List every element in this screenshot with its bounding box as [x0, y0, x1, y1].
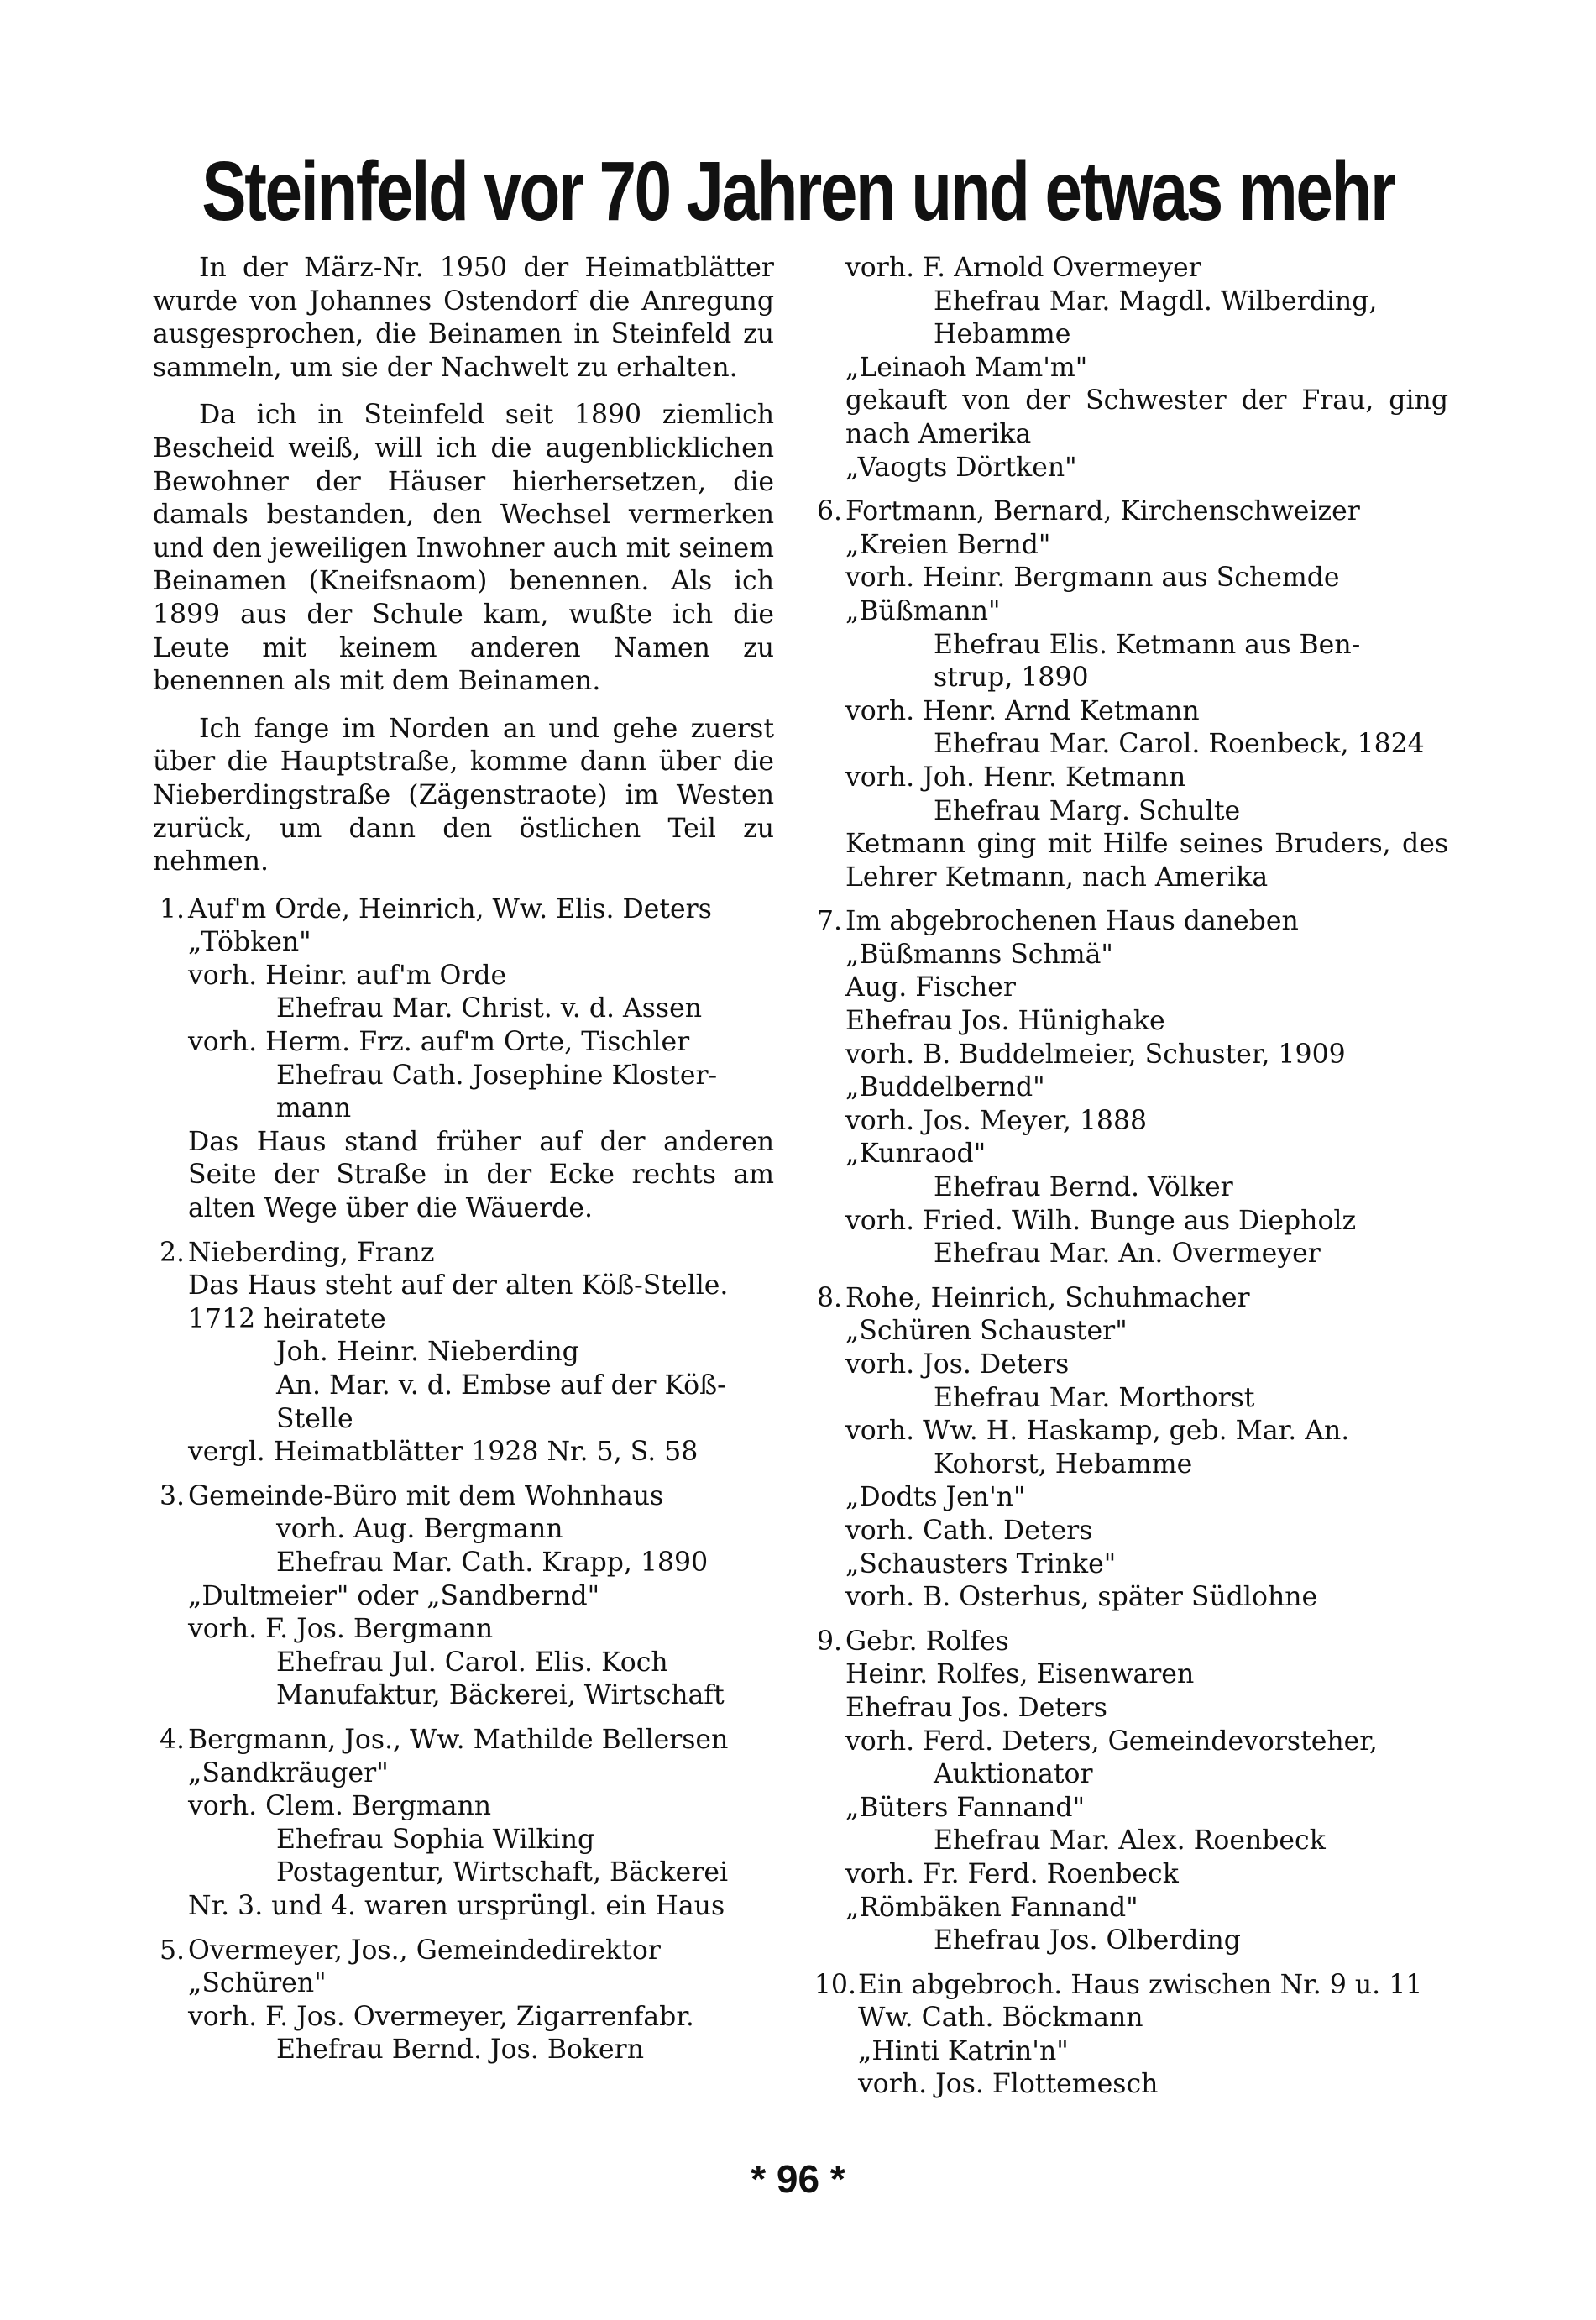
- nickname: „Büßmann": [845, 595, 1001, 626]
- house-entry-9: [810, 1626, 1448, 1958]
- entry-line: Aug. Fischer: [845, 972, 1016, 1003]
- entry-number: 3.: [159, 1480, 185, 1511]
- nickname: „Büßmanns Schmä": [845, 939, 1113, 970]
- nickname: „Töbken": [188, 927, 311, 958]
- entry-line: Hebamme: [934, 319, 1071, 350]
- entry-line: Ehefrau Mar. Morthorst: [934, 1382, 1255, 1413]
- entry-line: Auf'm Orde, Heinrich, Ww. Elis. Deters: [188, 893, 712, 924]
- entry-line: vorh. Clem. Bergmann: [188, 1791, 492, 1822]
- entry-line: vorh. Heinr. Bergmann aus Schemde: [845, 563, 1340, 594]
- entry-number: 10.: [814, 1969, 856, 2000]
- intro-paragraph: Ich fange im Norden an und gehe zuerst über die Hauptstraße, komme dann über die Nieberdingstraße (Zägenstraote) im Westen zurück, um dann den östlichen Teil zu nehmen.: [153, 713, 774, 877]
- entry-line: vorh. Aug. Bergmann: [276, 1514, 563, 1545]
- entry-line: Bergmann, Jos., Ww. Mathilde Bellersen: [188, 1724, 729, 1755]
- entry-line: Ehefrau Mar. Christ. v. d. Assen: [276, 993, 703, 1024]
- nickname: „Kreien Bernd": [845, 529, 1051, 560]
- nickname: „Schüren": [188, 1968, 327, 1999]
- entry-line: mann: [276, 1093, 352, 1124]
- entry-line: Ehefrau Sophia Wilking: [276, 1824, 595, 1855]
- entry-line: vorh. Jos. Deters: [845, 1349, 1070, 1380]
- entry-line: Ehefrau Mar. Carol. Roenbeck, 1824: [934, 729, 1425, 760]
- entry-line: Overmeyer, Jos., Gemeindedirektor: [188, 1935, 661, 1966]
- house-entry-4: [153, 1724, 774, 1924]
- entry-line: Nr. 3. und 4. waren ursprüngl. ein Haus: [188, 1890, 725, 1921]
- entry-line: Gemeinde-Büro mit dem Wohnhaus: [188, 1480, 664, 1511]
- house-entry-8: [810, 1282, 1448, 1615]
- house-entry-1: [153, 893, 774, 1226]
- entry-line: Auktionator: [934, 1759, 1093, 1790]
- house-entry-3: [153, 1480, 774, 1713]
- entry-line: An. Mar. v. d. Embse auf der Köß-: [276, 1370, 726, 1401]
- entry-line: Postagentur, Wirtschaft, Bäckerei: [276, 1857, 729, 1888]
- entry-line: vorh. F. Arnold Overmeyer: [845, 253, 1201, 283]
- entry-line: Gebr. Rolfes: [845, 1626, 1009, 1657]
- entry-line: Nieberding, Franz: [188, 1237, 435, 1268]
- entry-line: Ehefrau Bernd. Jos. Bokern: [276, 2035, 645, 2066]
- right-column: [810, 252, 1448, 2113]
- entry-line: Stelle: [276, 1403, 353, 1434]
- entry-line: Ehefrau Bernd. Völker: [934, 1172, 1233, 1203]
- entry-line: strup, 1890: [934, 662, 1089, 694]
- intro-paragraph: Da ich in Steinfeld seit 1890 ziemlich Bescheid weiß, will ich die augenblicklichen Bewohner der Häuser hierhersetzen, die damals bestanden, den Wechsel vermerken und den jeweiligen Inwohner auch mit seinem Beinamen (Kneifsnaom) benennen. Als ich 1899 aus der Schule kam, wußte ich die Leute mit keinem anderen Namen zu benennen als mit dem Beinamen.: [153, 400, 774, 697]
- entry-line: vergl. Heimatblätter 1928 Nr. 5, S. 58: [188, 1437, 699, 1468]
- entry-line: vorh. F. Jos. Bergmann: [188, 1614, 494, 1645]
- nickname: „Büters Fannand": [845, 1792, 1086, 1823]
- entry-line: Manufaktur, Bäckerei, Wirtschaft: [276, 1680, 725, 1711]
- nickname: „Sandkräuger": [188, 1757, 389, 1788]
- nickname: „Schüren Schauster": [845, 1316, 1128, 1347]
- house-entry-10: [810, 1969, 1448, 2102]
- entry-line: vorh. Henr. Arnd Ketmann: [845, 695, 1200, 726]
- entry-line: Ehefrau Elis. Ketmann aus Ben-: [934, 629, 1361, 660]
- entry-line: vorh. Joh. Henr. Ketmann: [845, 762, 1186, 793]
- nickname: „Schausters Trinke": [845, 1548, 1117, 1579]
- entry-line: Das Haus steht auf der alten Köß-Stelle.: [188, 1270, 729, 1301]
- entry-line: Ww. Cath. Böckmann: [858, 2003, 1143, 2034]
- entry-number: 2.: [159, 1237, 185, 1268]
- house-entry-5: [153, 1935, 774, 2067]
- entry-note: Das Haus stand früher auf der anderen Seite der Straße in der Ecke rechts am alten Wege über die Wäuerde.: [188, 1126, 774, 1224]
- entry-line: Fortmann, Bernard, Kirchenschweizer: [845, 496, 1360, 527]
- entry-number: 9.: [816, 1626, 842, 1657]
- entry-line: vorh. Ferd. Deters, Gemeindevorsteher,: [845, 1726, 1378, 1757]
- entry-line: vorh. B. Osterhus, später Südlohne: [845, 1582, 1318, 1613]
- house-entry-5-continued: [810, 252, 1448, 484]
- nickname: „Vaogts Dörtken": [845, 452, 1077, 483]
- nickname: „Kunraod": [845, 1139, 986, 1170]
- entry-line: vorh. Jos. Flottemesch: [858, 2069, 1159, 2100]
- entry-line: vorh. Fr. Ferd. Roenbeck: [845, 1858, 1179, 1889]
- entry-line: Ehefrau Cath. Josephine Kloster-: [276, 1060, 718, 1091]
- entry-number: 7.: [816, 906, 842, 937]
- entry-line: vorh. B. Buddelmeier, Schuster, 1909: [845, 1039, 1346, 1070]
- entry-number: 1.: [159, 893, 185, 924]
- entry-line: Joh. Heinr. Nieberding: [276, 1337, 579, 1368]
- entry-line: 1712 heiratete: [188, 1303, 386, 1334]
- nickname: „Römbäken Fannand": [845, 1892, 1138, 1923]
- nickname: „Hinti Katrin'n": [858, 2035, 1069, 2066]
- entry-note: Ketmann ging mit Hilfe seines Bruders, des Lehrer Ketmann, nach Amerika: [845, 829, 1448, 893]
- entry-line: vorh. Herm. Frz. auf'm Orte, Tischler: [188, 1027, 690, 1058]
- entry-line: Kohorst, Hebamme: [934, 1448, 1193, 1479]
- entry-line: vorh. Fried. Wilh. Bunge aus Diepholz: [845, 1205, 1357, 1236]
- entry-line: Ehefrau Mar. Alex. Roenbeck: [934, 1825, 1326, 1857]
- left-column: [153, 252, 774, 2078]
- nickname: „Leinaoh Mam'm": [845, 352, 1088, 383]
- house-entry-7: [810, 905, 1448, 1271]
- entry-line: Ehefrau Mar. Cath. Krapp, 1890: [276, 1547, 709, 1578]
- entry-line: Ehefrau Jul. Carol. Elis. Koch: [276, 1647, 668, 1678]
- house-entry-6: [810, 495, 1448, 894]
- nickname: „Dultmeier" oder „Sandbernd": [188, 1580, 600, 1611]
- entry-line: vorh. Jos. Meyer, 1888: [845, 1105, 1148, 1136]
- entry-line: Im abgebrochenen Haus daneben: [845, 906, 1299, 937]
- entry-line: vorh. Cath. Deters: [845, 1515, 1093, 1546]
- nickname: „Buddelbernd": [845, 1072, 1045, 1103]
- nickname: „Dodts Jen'n": [845, 1482, 1026, 1513]
- entry-line: Ehefrau Marg. Schulte: [934, 795, 1241, 826]
- house-entry-2: [153, 1237, 774, 1469]
- entry-number: 6.: [816, 496, 842, 527]
- entry-line: Heinr. Rolfes, Eisenwaren: [845, 1659, 1195, 1690]
- page-title: Steinfeld vor 70 Jahren und etwas mehr: [201, 144, 1395, 238]
- page-number: * 96 *: [751, 2157, 845, 2201]
- entry-number: 8.: [816, 1282, 842, 1313]
- entry-line: Ehefrau Mar. An. Overmeyer: [934, 1239, 1321, 1270]
- entry-line: Ehefrau Jos. Hünighake: [845, 1006, 1165, 1037]
- entry-number: 4.: [159, 1724, 185, 1755]
- entry-number: 5.: [159, 1935, 185, 1966]
- entry-line: Rohe, Heinrich, Schuhmacher: [845, 1282, 1250, 1313]
- entry-line: vorh. Heinr. auf'm Orde: [188, 960, 507, 991]
- entry-line: Ehefrau Jos. Deters: [845, 1692, 1107, 1723]
- entry-line: vorh. F. Jos. Overmeyer, Zigarrenfabr.: [188, 2001, 694, 2032]
- entry-line: Ein abgebroch. Haus zwischen Nr. 9 u. 11: [858, 1969, 1423, 2000]
- intro-paragraph: In der März-Nr. 1950 der Heimatblätter wurde von Johannes Ostendorf die Anregung ausgesprochen, die Beinamen in Steinfeld zu sammeln, um sie der Nachwelt zu erhalten.: [153, 253, 774, 383]
- entry-note: gekauft von der Schwester der Frau, ging nach Amerika: [845, 385, 1448, 449]
- entry-line: Ehefrau Mar. Magdl. Wilberding,: [934, 285, 1378, 317]
- entry-line: vorh. Ww. H. Haskamp, geb. Mar. An.: [845, 1416, 1350, 1447]
- entry-line: Ehefrau Jos. Olberding: [934, 1925, 1241, 1956]
